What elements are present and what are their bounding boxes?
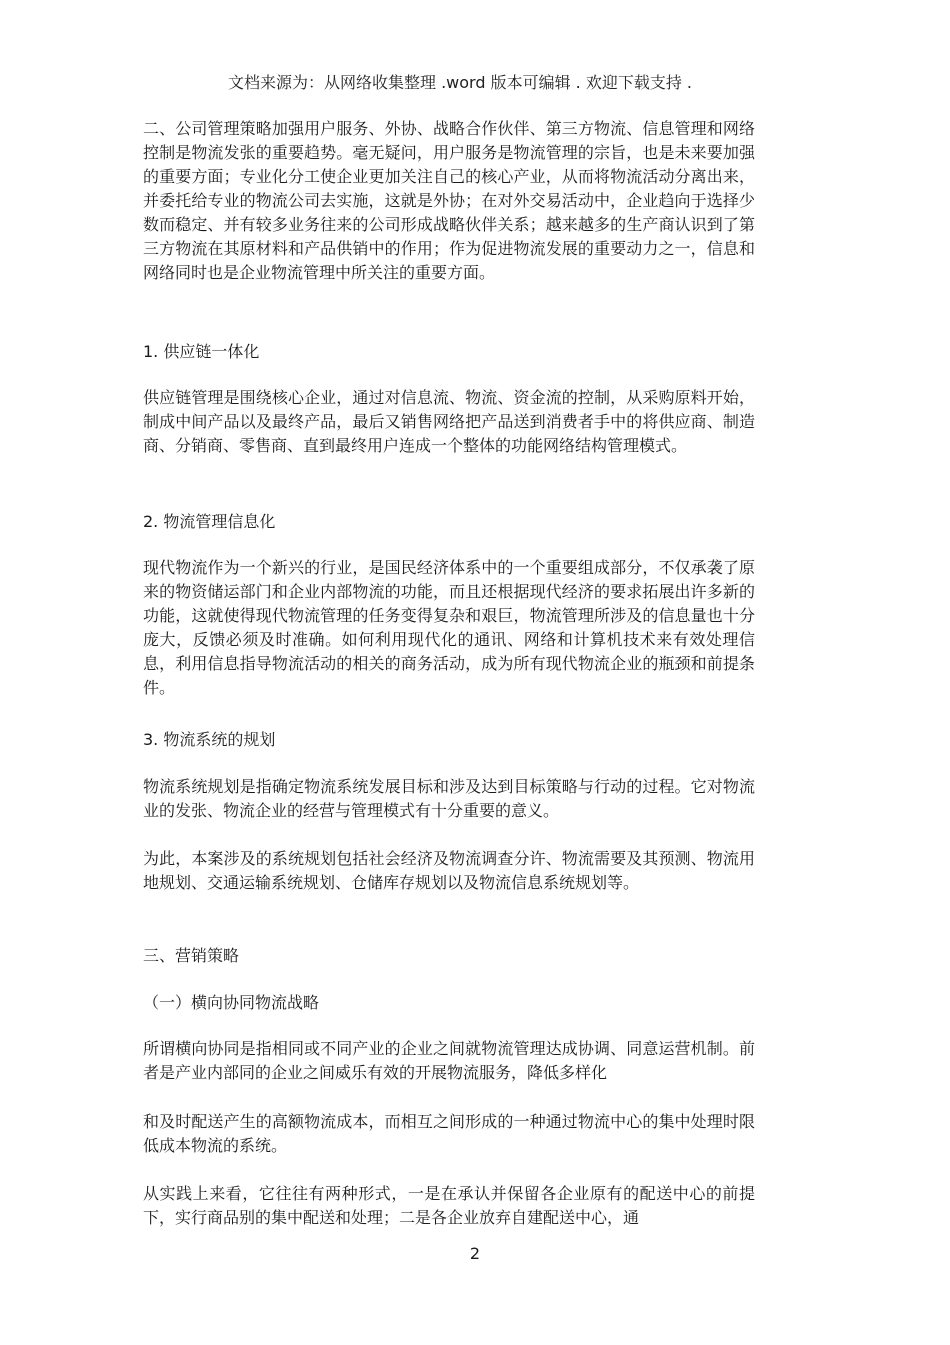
heading-supply-chain-integration: 1. 供应链一体化 xyxy=(143,342,260,361)
heading-marketing-strategy: 三、营销策略 xyxy=(143,946,240,965)
heading-horizontal-collaboration: （一）横向协同物流战略 xyxy=(143,993,320,1012)
source-note-header: 文档来源为：从网络收集整理 .word 版本可编辑 . 欢迎下载支持 . xyxy=(228,73,693,92)
heading-logistics-system-planning: 3. 物流系统的规划 xyxy=(143,730,276,749)
horizontal-collaboration-paragraph-two: 和及时配送产生的高额物流成本，而相互之间形成的一种通过物流中心的集中处理时限低成本物流的系统。 xyxy=(143,1112,755,1155)
practice-forms-paragraph: 从实践上来看，它往往有两种形式，一是在承认并保留各企业原有的配送中心的前提下，实行商品别的集中配送和处理；二是各企业放弃自建配送中心，通 xyxy=(143,1184,755,1227)
horizontal-collaboration-paragraph-one: 所谓横向协同是指相同或不同产业的企业之间就物流管理达成协调、同意运营机制。前者是产业内部同的企业之间威乐有效的开展物流服务，降低多样化 xyxy=(143,1039,755,1082)
logistics-informatization-paragraph: 现代物流作为一个新兴的行业，是国民经济体系中的一个重要组成部分，不仅承袭了原来的物资储运部门和企业内部物流的功能，而且还根据现代经济的要求拓展出许多新的功能，这就使得现代物流管理的任务变得复杂和艰巨，物流管理所涉及的信息量也十分庞大，反馈必须及时准确。如何利用现代化的通讯、网络和计算机技术来有效处理信息，利用信息指导物流活动的相关的商务活动，成为所有现代物流企业的瓶颈和前提条件。 xyxy=(143,558,755,697)
page-number: 2 xyxy=(469,1244,481,1263)
section-two-intro-paragraph: 二、公司管理策略加强用户服务、外协、战略合作伙伴、第三方物流、信息管理和网络控制是物流发张的重要趋势。毫无疑问，用户服务是物流管理的宗旨，也是未来要加强的重要方面；专业化分工使企业更加关注自己的核心产业，从而将物流活动分离出来，并委托给专业的物流公司去实施，这就是外协；在对外交易活动中，企业趋向于选择少数而稳定、并有较多业务往来的公司形成战略伙伴关系；越来越多的生产商认识到了第三方物流在其原材料和产品供销中的作用；作为促进物流发展的重要动力之一，信息和网络同时也是企业物流管理中所关注的重要方面。 xyxy=(143,119,755,282)
heading-logistics-informatization: 2. 物流管理信息化 xyxy=(143,512,276,531)
planning-paragraph-two: 为此，本案涉及的系统规划包括社会经济及物流调查分许、物流需要及其预测、物流用地规划、交通运输系统规划、仓储库存规划以及物流信息系统规划等。 xyxy=(143,849,755,892)
supply-chain-paragraph: 供应链管理是围绕核心企业，通过对信息流、物流、资金流的控制，从采购原料开始，制成中间产品以及最终产品，最后又销售网络把产品送到消费者手中的将供应商、制造商、分销商、零售商、直到最终用户连成一个整体的功能网络结构管理模式。 xyxy=(143,388,755,455)
planning-paragraph-one: 物流系统规划是指确定物流系统发展目标和涉及达到目标策略与行动的过程。它对物流业的发张、物流企业的经营与管理模式有十分重要的意义。 xyxy=(143,777,755,820)
